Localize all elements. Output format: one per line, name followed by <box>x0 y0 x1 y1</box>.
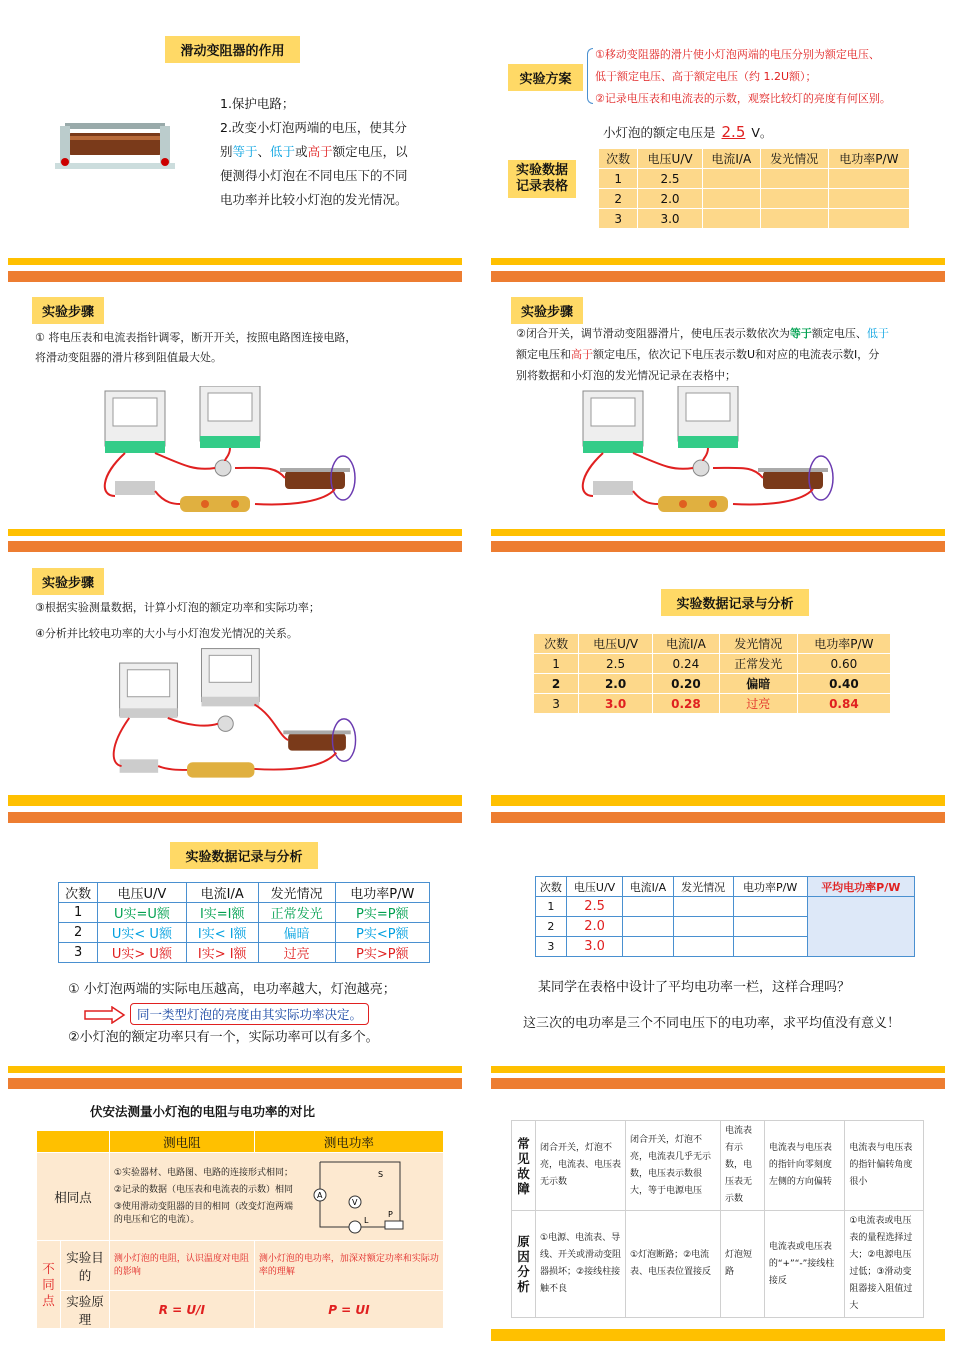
slide-title: 伏安法测量小灯泡的电阻与电功率的对比 <box>90 1104 316 1119</box>
svg-text:V: V <box>351 1198 358 1207</box>
slide-conclusion <box>0 808 470 1073</box>
step-tag: 实验步骤 <box>32 297 104 324</box>
rheostat-image <box>55 118 175 173</box>
plan-line-1: ①移动变阻器的滑片使小灯泡两端的电压分别为额定电压、 <box>595 48 880 61</box>
circuit-photo <box>95 386 365 526</box>
record-tag: 实验数据 记录表格 <box>508 160 576 198</box>
step2-line3: 别将数据和小灯泡的发光情况记录在表格中； <box>516 369 736 382</box>
step3-line1: ③根据实验测量数据，计算小灯泡的额定功率和实际功率； <box>35 601 320 614</box>
plan-tag: 实验方案 <box>508 64 583 91</box>
slide-title: 实验数据记录与分析 <box>170 842 318 869</box>
circuit-photo <box>573 386 843 526</box>
step3-line2: ④分析并比较电功率的大小与小灯泡发光情况的关系。 <box>35 627 298 640</box>
plan-line-2: 低于额定电压、高于额定电压（约 1.2U额）； <box>595 70 817 83</box>
slide-step2 <box>483 271 953 536</box>
arrow-icon <box>84 1006 126 1024</box>
compare-table: 次数 电压U/V 电流I/A 发光情况 电功率P/W 1 U实=U额 I实=I额 正常发光 P实=P额 2 U实< U额 I实< I额 偏暗 P实<P额 3 U实> U额 I实> I额 过亮 P实>P额 <box>58 882 430 963</box>
slide-step1 <box>0 271 470 536</box>
svg-text:L: L <box>363 1216 369 1225</box>
bottom-band <box>491 1066 945 1073</box>
slide-faults <box>483 1076 953 1352</box>
bottom-band <box>8 258 462 265</box>
record-table: 次数 电压U/V 电流I/A 发光情况 电功率P/W 1 2.5 2 2.0 3 3.0 <box>598 148 910 229</box>
conclusion-1: ① 小灯泡两端的实际电压越高，电功率越大，灯泡越亮； <box>68 982 396 997</box>
data-table: 次数 电压U/V 电流I/A 发光情况 电功率P/W 1 2.5 0.24 正常发光 0.60 2 2.0 0.20 偏暗 0.40 3 3.0 0.28 过亮 0.84 <box>533 633 891 714</box>
rated-voltage: 小灯泡的额定电压是 2.5 V。 <box>603 123 773 141</box>
step1-line1: ① 将电压表和电流表指针调零，断开开关，按照电路图连接电路， <box>35 331 357 344</box>
circuit-diagram <box>300 1157 420 1237</box>
conclusion-2: ②小灯泡的额定功率只有一个，实际功率可以有多个。 <box>68 1030 379 1045</box>
bottom-band <box>491 795 945 806</box>
top-band <box>8 812 462 823</box>
step-tag: 实验步骤 <box>511 297 583 324</box>
top-band <box>491 271 945 282</box>
step-tag: 实验步骤 <box>32 568 104 595</box>
top-band <box>491 541 945 552</box>
role-2b: 别等于、低于或高于额定电压，以 <box>220 144 408 159</box>
top-band <box>491 1078 945 1089</box>
top-band <box>8 541 462 552</box>
top-band <box>8 1078 462 1089</box>
plan-line-3: ②记录电压表和电流表的示数，观察比较灯的亮度有何区别。 <box>595 92 891 105</box>
slide-rheostat-role <box>0 0 470 265</box>
slide-data-analysis <box>483 541 953 806</box>
question: 某同学在表格中设计了平均电功率一栏，这样合理吗？ <box>538 980 851 995</box>
bottom-band <box>8 529 462 536</box>
bottom-band <box>8 795 462 806</box>
role-2a: 2.改变小灯泡两端的电压，使其分 <box>220 120 407 135</box>
slide-compare-methods <box>0 1076 470 1352</box>
bracket <box>587 48 593 104</box>
slide-step3 <box>0 541 470 806</box>
fault-table: 常见故障 闭合开关，灯泡不亮，电流表、电压表无示数 闭合开关，灯泡不亮，电流表几乎无示数，电压表示数很大，等于电源电压 电流表有示数，电压表无示数 电流表与电压表的指针向零刻度左侧的方向偏转 电流表与电压表的指针偏转角度很小 原因分析 ①电源、电流表、导线、开关或滑动变阻器损坏；②接线柱接触不良 ①灯泡断路；②电流表、电压表位置接反 灯泡短路 电流表或电压表的“+”“-”接线柱接反 ①电流表或电压表的量程选择过大；②电源电压过低；③滑动变阻器接入阻值过大 <box>511 1120 924 1318</box>
bottom-band <box>491 1329 945 1341</box>
compare-methods-table: 测电阻 测电功率 相同点 ①实验器材、电路图、电路的连接形式相同； ②记录的数据（电压表和电流表的示数）相同 ③使用滑动变阻器的目的相同（改变灯泡两端的电压和它的电流）。 S A V L P 不同点 实验目的 测小灯泡的电阻，认识温度对电阻的影响 测小灯泡的电功率，加深对额定功率和实际功率的理解 实验原理 R = U/I P = UI <box>36 1130 444 1329</box>
slide-plan <box>483 0 953 265</box>
top-band <box>8 271 462 282</box>
step2-line1: ②闭合开关，调节滑动变阻器滑片，使电压表示数依次为等于额定电压、低于 <box>516 327 889 340</box>
bottom-band <box>491 529 945 536</box>
circuit-photo <box>110 646 370 786</box>
slide-title: 滑动变阻器的作用 <box>165 36 300 63</box>
top-band <box>491 812 945 823</box>
step2-line2: 额定电压和高于额定电压，依次记下电压表示数U和对应的电流表示数I，分 <box>516 348 880 361</box>
highlight-box: 同一类型灯泡的亮度由其实际功率决定。 <box>130 1003 369 1025</box>
answer: 这三次的电功率是三个不同电压下的电功率，求平均值没有意义！ <box>523 1016 901 1031</box>
average-table: 次数 电压U/V 电流I/A 发光情况 电功率P/W 平均电功率P/W 1 2.5 2 2.0 3 3.0 <box>535 876 915 957</box>
slide-average-question <box>483 808 953 1073</box>
bottom-band <box>491 258 945 265</box>
role-2c: 便测得小灯泡在不同电压下的不同 <box>220 168 408 183</box>
role-2d: 电功率并比较小灯泡的发光情况。 <box>220 192 408 207</box>
slide-title: 实验数据记录与分析 <box>661 589 809 616</box>
bottom-band <box>8 1066 462 1073</box>
svg-text:A: A <box>316 1191 323 1200</box>
svg-text:P: P <box>387 1210 393 1219</box>
step1-line2: 将滑动变阻器的滑片移到阻值最大处。 <box>35 351 222 364</box>
svg-text:S: S <box>377 1170 383 1179</box>
role-1: 1.保护电路； <box>220 96 295 111</box>
